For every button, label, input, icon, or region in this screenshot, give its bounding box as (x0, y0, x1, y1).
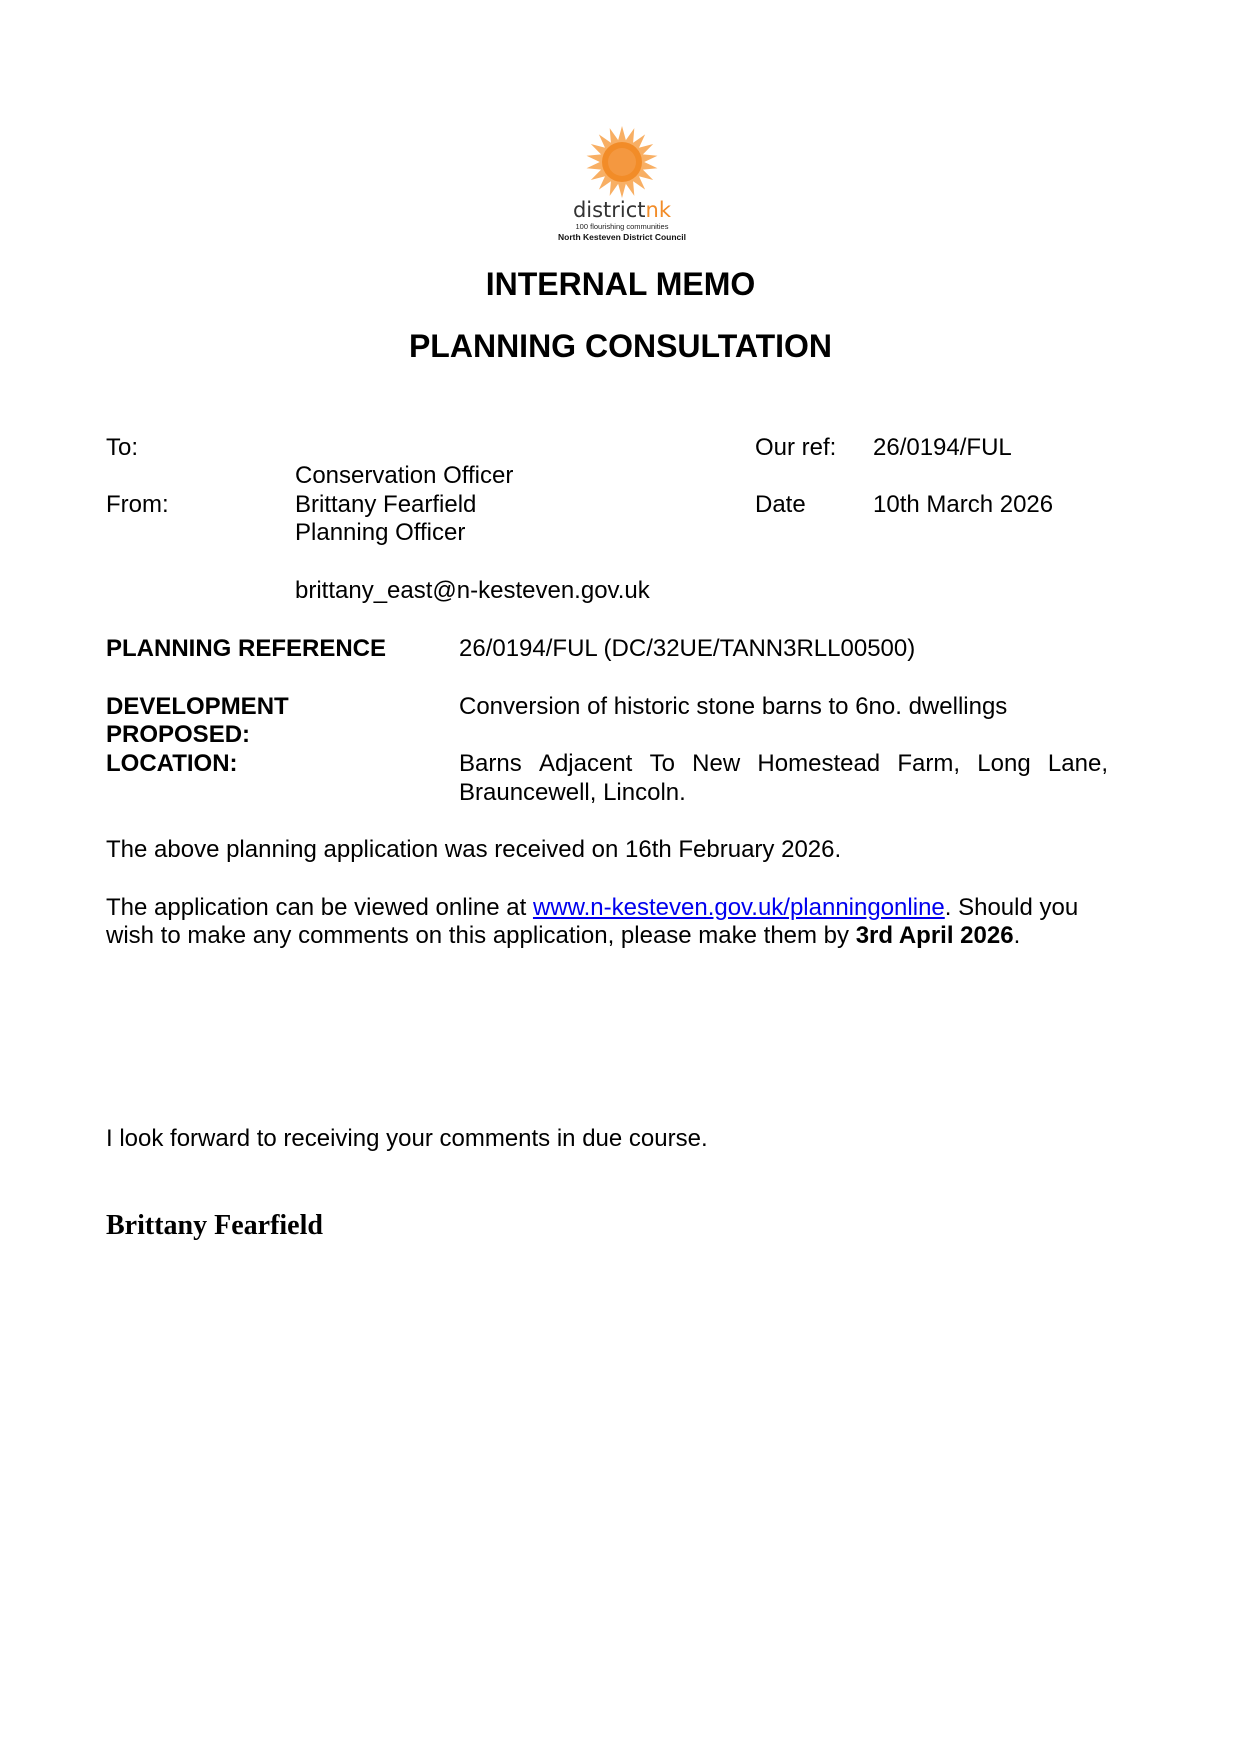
planning-ref-label: PLANNING REFERENCE (106, 635, 387, 662)
development-label-1: DEVELOPMENT (106, 693, 289, 720)
location-word: Adjacent (538, 750, 633, 777)
from-role: Planning Officer (295, 519, 466, 546)
logo-wordmark: districtnk (572, 198, 672, 222)
to-label: To: (106, 434, 139, 461)
comments-line (106, 921, 1020, 950)
view-online-line (106, 893, 1078, 922)
planning-ref-value: 26/0194/FUL (DC/32UE/TANN3RLL00500) (459, 635, 916, 662)
location-word: New (692, 750, 741, 777)
sun-logo-icon (584, 124, 660, 200)
location-word: Long (977, 750, 1031, 777)
location-label: LOCATION: (106, 750, 238, 777)
date-value: 10th March 2026 (873, 491, 1054, 518)
location-line-1 (459, 749, 1108, 778)
logo-tagline: 100 flourishing communities (575, 222, 669, 231)
to-value: Conservation Officer (295, 462, 514, 489)
location-word: Farm, (897, 750, 961, 777)
memo-subject: PLANNING CONSULTATION (408, 328, 833, 364)
location-line-2: Brauncewell, Lincoln. (459, 779, 686, 806)
view-suffix: . Should you (944, 894, 1079, 921)
view-prefix: The application can be viewed online at (106, 894, 533, 921)
comments-suffix: . (1013, 922, 1021, 949)
from-email: brittany_east@n-kesteven.gov.uk (295, 577, 650, 604)
closing-paragraph: I look forward to receiving your comments in due course. (106, 1125, 708, 1152)
from-name: Brittany Fearfield (295, 491, 477, 518)
logo-council-name: North Kesteven District Council (558, 232, 686, 242)
planning-online-link[interactable]: www.n-kesteven.gov.uk/planningonline (532, 894, 945, 921)
development-label-2: PROPOSED: (106, 721, 251, 748)
comments-prefix: wish to make any comments on this application, please make them by (106, 922, 856, 949)
from-label: From: (106, 491, 169, 518)
date-label: Date (755, 491, 806, 518)
signature: Brittany Fearfield (106, 1210, 323, 1241)
comments-deadline: 3rd April 2026 (855, 922, 1014, 949)
received-paragraph: The above planning application was received on 16th February 2026. (106, 836, 842, 863)
development-value: Conversion of historic stone barns to 6no. dwellings (459, 693, 1008, 720)
location-word: Barns (459, 750, 522, 777)
ref-label: Our ref: (755, 434, 837, 461)
ref-value: 26/0194/FUL (873, 434, 1012, 461)
location-word: To (649, 750, 675, 777)
location-word: Homestead (757, 750, 881, 777)
location-word: Lane, (1047, 750, 1108, 777)
council-logo (546, 124, 698, 244)
memo-title: INTERNAL MEMO (485, 266, 756, 302)
